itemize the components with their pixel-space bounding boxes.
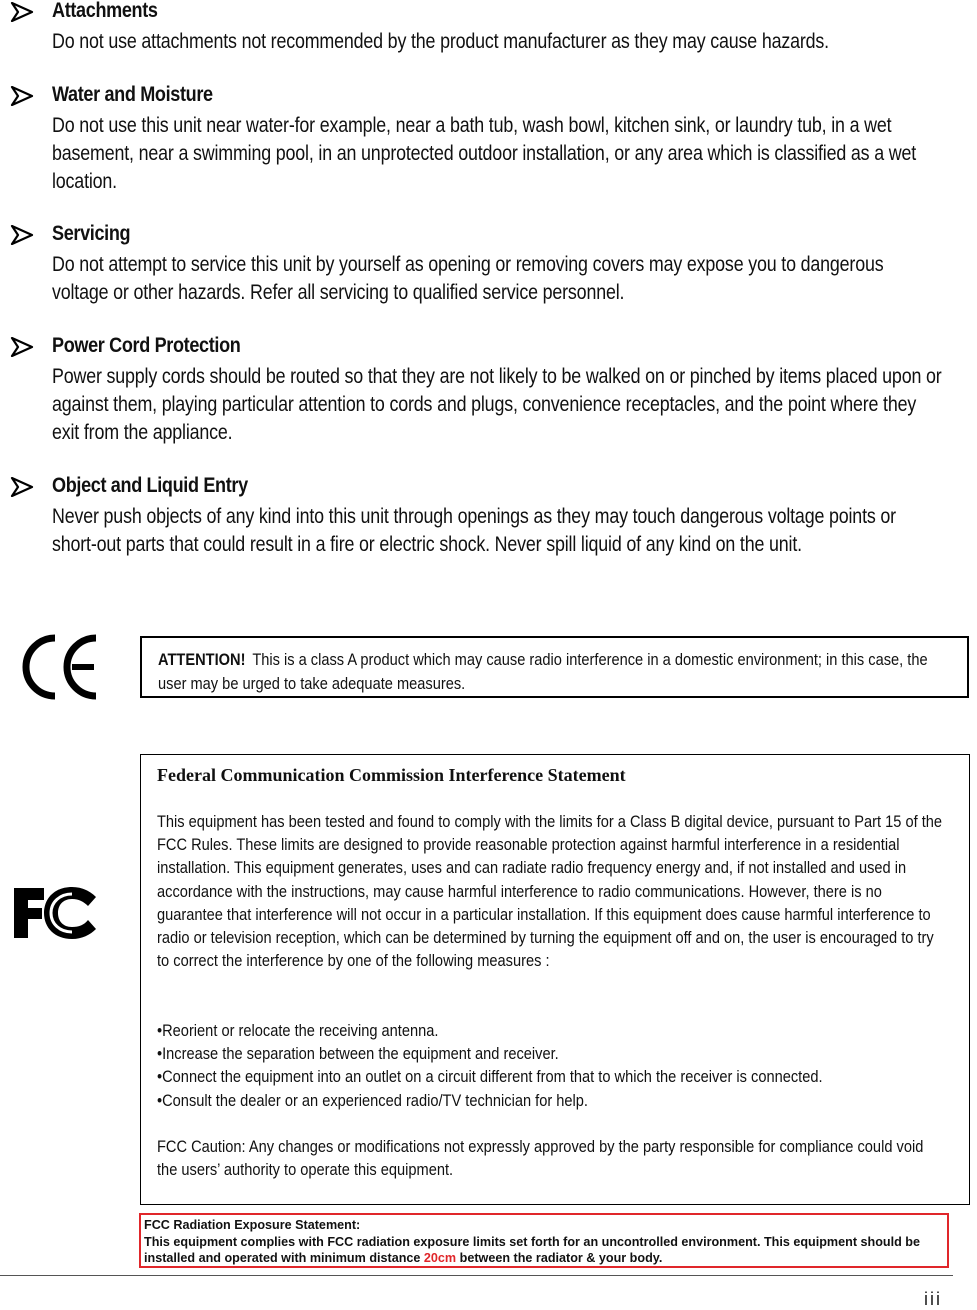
fcc-intro: This equipment has been tested and found to comply with the limits for a Class B digital device, pursuant to Part 15 of the FCC Rules. These limits are designed to provide reasonable protection against harmful interference in a residential installation. This equipment generates, uses and can radiate radio frequency energy and, if not installed and used in accordance with the instructions, may cause harmful interference to radio communications. However, there is no guarantee that interference will not occur in a particular installation. If this equipment does cause harmful interference to radio or television reception, which can be determined by turning the equipment off and on, the user is encouraged to try to correct the interference by one of the following measures : [157,812,943,971]
radiation-distance: 20cm [423,1251,457,1265]
attention-body: This is a class A product which may cause radio interference in a domestic environment; in this case, the user may be urged to take adequate measures. [158,650,928,693]
attention-text [158,648,958,696]
list-item: •Increase the separation between the equipment and receiver. [157,1044,559,1064]
list-item: •Reorient or relocate the receiving antenna. [157,1021,439,1040]
fcc-caution: FCC Caution: Any changes or modifications not expressly approved by the party responsible for compliance could void the users’ authority to operate this equipment. [157,1137,924,1180]
arrow-bullet-icon [10,337,34,357]
attention-label: ATTENTION! [158,650,246,669]
section-body: Power supply cords should be routed so that they are not likely to be walked on or pinched by items placed upon or against them, playing particular attention to cords and plugs, convenience receptacles, and the point where they exit from the appliance. [52,365,942,444]
arrow-bullet-icon [10,2,34,22]
arrow-bullet-icon [10,477,34,497]
radiation-body-after: between the radiator & your body. [459,1251,663,1265]
fcc-statement-box [140,754,970,1205]
fcc-logo-icon [10,884,102,942]
ce-mark-icon [22,632,100,702]
section-body: Do not use attachments not recommended by the product manufacturer as they may cause hazards. [52,30,829,53]
section-title: Attachments [52,0,158,22]
section-title: Object and Liquid Entry [52,474,248,497]
fcc-measures-list [157,1019,946,1112]
section-title: Water and Moisture [52,83,213,106]
radiation-body-before: This equipment complies with FCC radiation exposure limits set forth for an uncontrolled environment. This equipment should be installed and operated with minimum distance [144,1234,920,1265]
fcc-heading: Federal Communication Commission Interference Statement [157,765,626,785]
arrow-bullet-icon [10,86,34,106]
page-number: iii [924,1289,942,1309]
footer-divider [0,1275,953,1276]
fcc-radiation-statement [139,1213,949,1268]
attention-notice [140,636,969,698]
radiation-text [144,1217,944,1267]
section-body: Never push objects of any kind into this unit through openings as they may touch dangerous voltage points or short-out parts that could result in a fire or electric shock. Never spill liquid of any kind on the unit. [52,505,896,556]
arrow-bullet-icon [10,225,34,245]
section-title: Power Cord Protection [52,334,241,357]
list-item: •Consult the dealer or an experienced radio/TV technician for help. [157,1090,588,1110]
radiation-title: FCC Radiation Exposure Statement: [144,1218,361,1232]
section-title: Servicing [52,222,131,245]
list-item: •Connect the equipment into an outlet on a circuit different from that to which the receiver is connected. [157,1067,823,1087]
section-body: Do not use this unit near water-for example, near a bath tub, wash bowl, kitchen sink, or laundry tub, in a wet basement, near a swimming pool, in an unprotected outdoor installation, or any area which is classified as a wet location. [52,114,917,193]
section-body: Do not attempt to service this unit by yourself as opening or removing covers may expose you to dangerous voltage or other hazards. Refer all servicing to qualified service personnel. [52,253,884,304]
